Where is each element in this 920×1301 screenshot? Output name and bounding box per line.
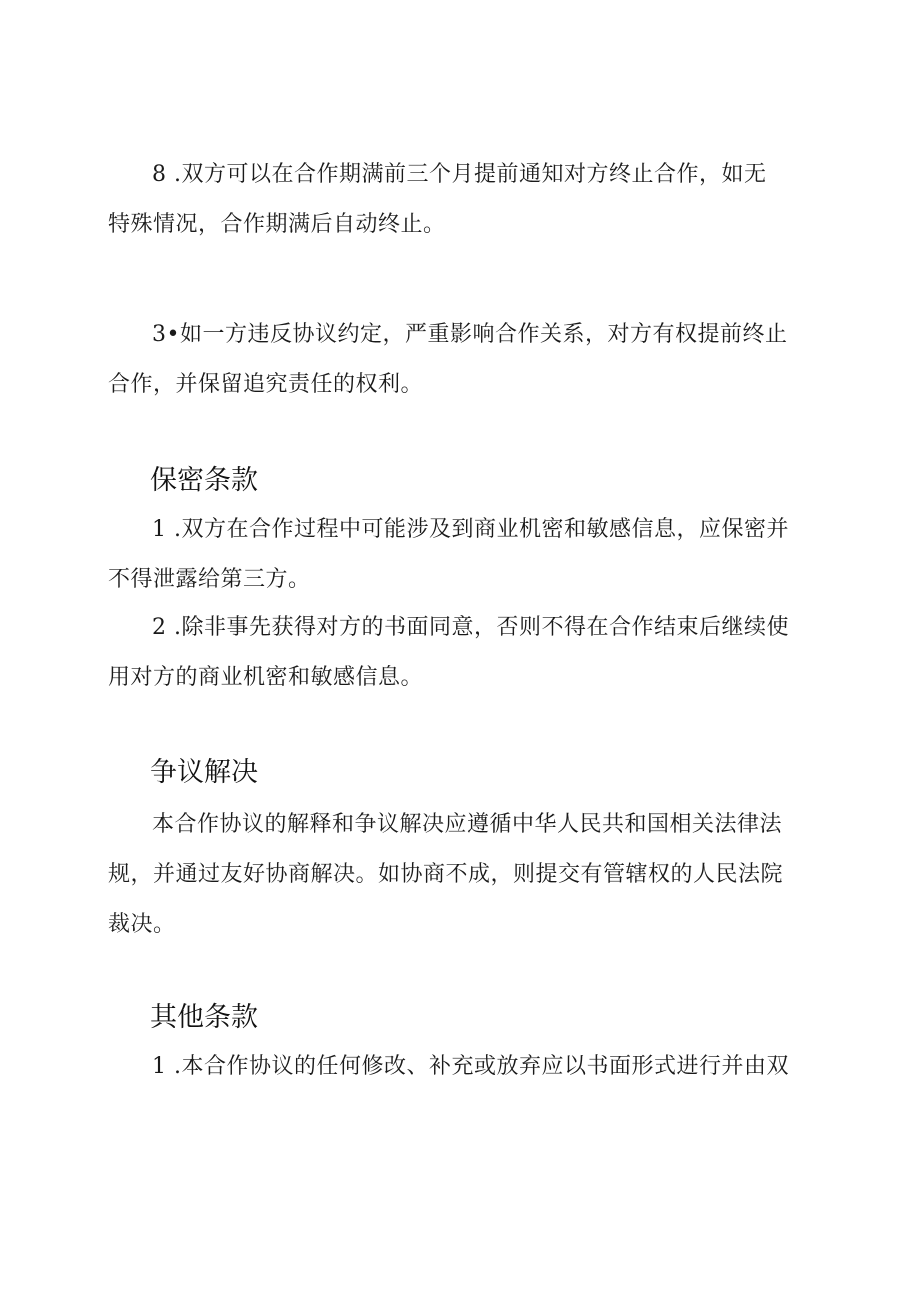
- dispute-line-1: 本合作协议的解释和争议解决应遵循中华人民共和国相关法律法: [152, 812, 783, 837]
- clause-3-line-2: 合作，并保留追究责任的权利。: [108, 372, 424, 397]
- heading-other-clauses: 其他条款: [150, 1002, 258, 1033]
- dispute-resolution-clause: [108, 800, 808, 950]
- confidentiality-clause-2-line-1: 2 .除非事先获得对方的书面同意，否则不得在合作结束后继续使: [152, 615, 789, 640]
- other-clause-1-line-1: 1 .本合作协议的任何修改、补充或放弃应以书面形式进行并由双: [152, 1054, 789, 1079]
- dispute-line-3: 裁决。: [108, 912, 176, 937]
- confidentiality-clause-2-line-2: 用对方的商业机密和敏感信息。: [108, 665, 424, 690]
- confidentiality-clause-1-line-2: 不得泄露给第三方。: [108, 567, 311, 592]
- clause-3-breach-termination: [108, 310, 808, 410]
- confidentiality-clause-1-line-1: 1 .双方在合作过程中可能涉及到商业机密和敏感信息，应保密并: [152, 517, 789, 542]
- clause-8-line-1: 8 .双方可以在合作期满前三个月提前通知对方终止合作，如无: [152, 162, 767, 187]
- heading-confidentiality: 保密条款: [150, 465, 258, 496]
- other-clause-1: [108, 1042, 808, 1092]
- clause-8-line-2: 特殊情况，合作期满后自动终止。: [108, 212, 446, 237]
- heading-dispute-resolution: 争议解决: [150, 757, 258, 788]
- confidentiality-clause-2: [108, 603, 808, 703]
- confidentiality-clause-1: [108, 505, 808, 605]
- dispute-line-2: 规，并通过友好协商解决。如协商不成，则提交有管辖权的人民法院: [108, 862, 784, 887]
- clause-3-line-1: 3•如一方违反协议约定，严重影响合作关系，对方有权提前终止: [152, 322, 788, 347]
- clause-8-termination-notice: [108, 150, 808, 250]
